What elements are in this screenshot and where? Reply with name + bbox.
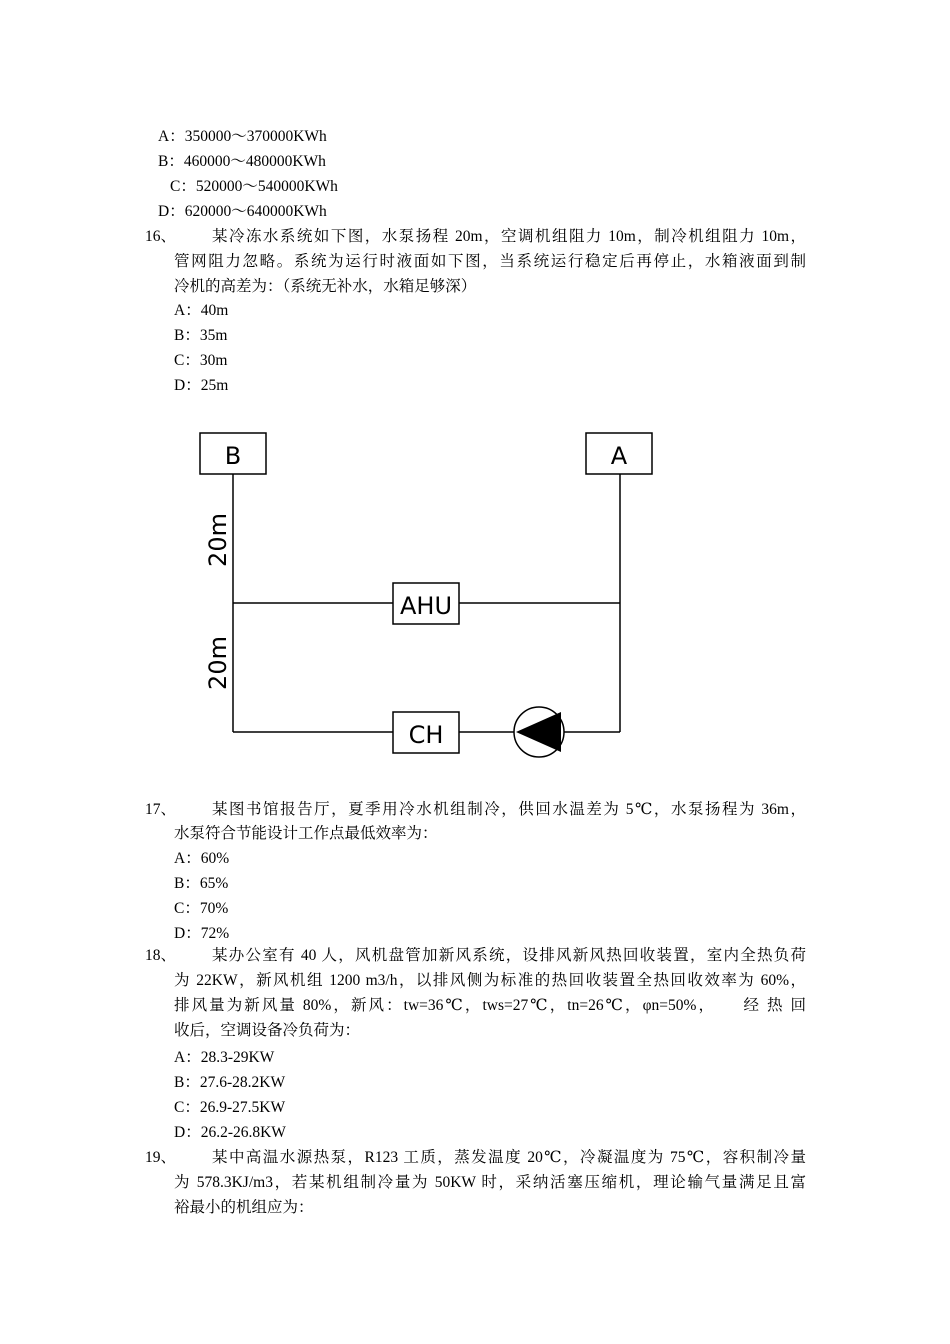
q18-line-4: 收后，空调设备冷负荷为： bbox=[174, 1022, 361, 1039]
q15-option-a: A：350000～370000KWh bbox=[158, 128, 327, 145]
q17-number: 17、 bbox=[145, 801, 177, 818]
q15-option-c: C：520000～540000KWh bbox=[170, 178, 338, 195]
q16-option-b: B：35m bbox=[174, 327, 228, 344]
q15-option-d: D：620000～640000KWh bbox=[158, 203, 327, 220]
q17-option-b: B：65% bbox=[174, 875, 229, 892]
height-label-lower: 20m bbox=[204, 636, 232, 690]
q17-line-1: 某图书馆报告厅，夏季用冷水机组制冷，供回水温差为 5℃，水泵扬程为 36m， bbox=[212, 801, 806, 818]
q18-option-d: D：26.2-26.8KW bbox=[174, 1124, 286, 1141]
q19-line-1: 某中高温水源热泵，R123 工质，蒸发温度 20℃，冷凝温度为 75℃，容积制冷量 bbox=[212, 1149, 806, 1166]
q15-option-b: B：460000～480000KWh bbox=[158, 153, 326, 170]
q19-line-3: 裕最小的机组应为： bbox=[174, 1199, 314, 1216]
ahu-label: AHU bbox=[399, 592, 453, 620]
q16-option-a: A：40m bbox=[174, 302, 229, 319]
q16-line-2: 管网阻力忽略。系统为运行时液面如下图，当系统运行稳定后再停止，水箱液面到制 bbox=[174, 253, 806, 270]
q17-line-2: 水泵符合节能设计工作点最低效率为： bbox=[174, 825, 438, 842]
q19-number: 19、 bbox=[145, 1149, 177, 1166]
q18-line-3: 排风量为新风量 80%，新风：tw=36℃，tws=27℃，tn=26℃，φn=50%， 经 热 回 bbox=[174, 997, 806, 1014]
ch-label: CH bbox=[408, 721, 444, 749]
q17-option-c: C：70% bbox=[174, 900, 229, 917]
q18-number: 18、 bbox=[145, 947, 177, 964]
pump-icon bbox=[516, 712, 561, 752]
q18-option-c: C：26.9-27.5KW bbox=[174, 1099, 286, 1116]
q17-option-a: A：60% bbox=[174, 850, 230, 867]
tank-b-label: B bbox=[224, 442, 242, 470]
q16-number: 16、 bbox=[145, 228, 177, 245]
height-label-upper: 20m bbox=[204, 513, 232, 567]
q16-line-1: 某冷冻水系统如下图，水泵扬程 20m，空调机组阻力 10m，制冷机组阻力 10m， bbox=[212, 228, 806, 245]
q17-option-d: D：72% bbox=[174, 925, 230, 942]
q16-line-3: 冷机的高差为：（系统无补水，水箱足够深） bbox=[174, 278, 477, 295]
tank-a-label: A bbox=[610, 442, 628, 470]
q19-line-2: 为 578.3KJ/m3，若某机组制冷量为 50KW 时，采纳活塞压缩机，理论输气量满足且富 bbox=[174, 1174, 806, 1191]
q16-option-c: C：30m bbox=[174, 352, 228, 369]
q18-option-a: A：28.3-29KW bbox=[174, 1049, 275, 1066]
q18-option-b: B：27.6-28.2KW bbox=[174, 1074, 286, 1091]
q18-line-2: 为 22KW，新风机组 1200 m3/h，以排风侧为标准的热回收装置全热回收效率为 60%， bbox=[174, 972, 806, 989]
q18-line-1: 某办公室有 40 人，风机盘管加新风系统，设排风新风热回收装置，室内全热负荷 bbox=[212, 947, 806, 964]
q16-option-d: D：25m bbox=[174, 377, 229, 394]
